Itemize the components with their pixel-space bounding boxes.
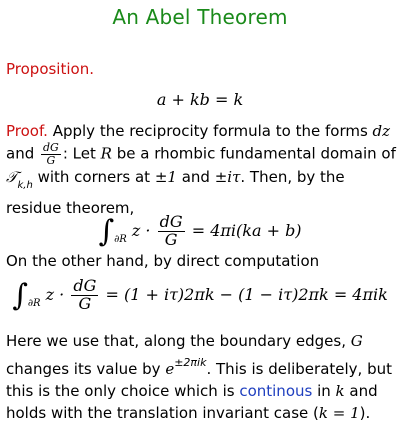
eq2-frac-num: dG xyxy=(73,276,97,296)
closing-k: k xyxy=(335,382,345,400)
proof-frac-den: G xyxy=(46,153,56,167)
proof-T-sub: k,h xyxy=(17,180,33,192)
closing-exp-sup: ±2πik xyxy=(174,356,207,369)
closing-G: G xyxy=(350,332,363,350)
proof-label: Proof. xyxy=(6,122,48,140)
eq1-int-sub: ∂R xyxy=(114,234,127,245)
eq2-frac-den: G xyxy=(78,294,92,313)
continous-link[interactable]: continous xyxy=(239,382,313,400)
closing-text-3: . This is deliberately, but this is the only choice which is xyxy=(6,360,392,400)
eq2-fraction xyxy=(71,278,98,313)
equation-1 xyxy=(0,214,400,249)
proof-T: 𝒯 xyxy=(6,168,18,187)
equation-2 xyxy=(0,278,400,313)
slide-title: An Abel Theorem xyxy=(112,5,288,29)
eq2-rhs: = (1 + iτ)2πk − (1 − iτ)2πk = 4πik xyxy=(105,285,388,304)
proposition-label: Proposition. xyxy=(6,60,94,78)
eq1-z: z · xyxy=(131,221,151,240)
eq2-int-sub: ∂R xyxy=(27,298,41,309)
other-hand-line: On the other hand, by direct computation xyxy=(6,252,320,270)
proof-text-2: and xyxy=(6,144,35,163)
proof-dz: dz xyxy=(372,122,391,140)
closing-exp-base: e xyxy=(165,360,175,378)
eq2-z: z · xyxy=(45,285,65,304)
proof-text-5: with corners at xyxy=(32,168,155,187)
eq1-frac-num: dG xyxy=(159,212,183,232)
proof-text-3: : Let xyxy=(62,144,101,163)
closing-text-6: ). xyxy=(359,404,371,422)
eq1-frac-den: G xyxy=(164,230,178,249)
proof-frac-num: dG xyxy=(43,141,59,154)
proof-text-6: and xyxy=(176,168,215,187)
proposition-heading xyxy=(6,58,398,80)
proof-R: R xyxy=(100,144,112,163)
eq1-fraction xyxy=(158,214,185,249)
closing-text-2: changes its value by xyxy=(6,360,166,378)
proof-text-4: be a rhombic fundamental domain of xyxy=(111,144,396,163)
proof-dg-over-g xyxy=(41,142,61,166)
closing-k-eq: k = 1 xyxy=(318,404,360,422)
closing-text-4: in xyxy=(312,382,336,400)
closing-paragraph xyxy=(6,330,398,424)
closing-text-5: and holds with the translation invariant case ( xyxy=(6,382,378,422)
integral-sign-1: ∫ xyxy=(98,214,115,249)
proof-paragraph xyxy=(6,120,398,219)
proposition-equation: a + kb = k xyxy=(156,90,244,109)
eq1-rhs: = 4πi(ka + b) xyxy=(191,221,302,240)
proof-pmitau: ±iτ xyxy=(214,168,241,187)
proof-pm1: ±1 xyxy=(154,168,177,187)
proof-text-1: Apply the reciprocity formula to the forms xyxy=(47,122,373,140)
proof-text-7: . Then, by the residue theorem, xyxy=(6,168,345,218)
closing-text-1: Here we use that, along the boundary edges, xyxy=(6,332,351,350)
integral-sign-2: ∫ xyxy=(12,278,28,313)
